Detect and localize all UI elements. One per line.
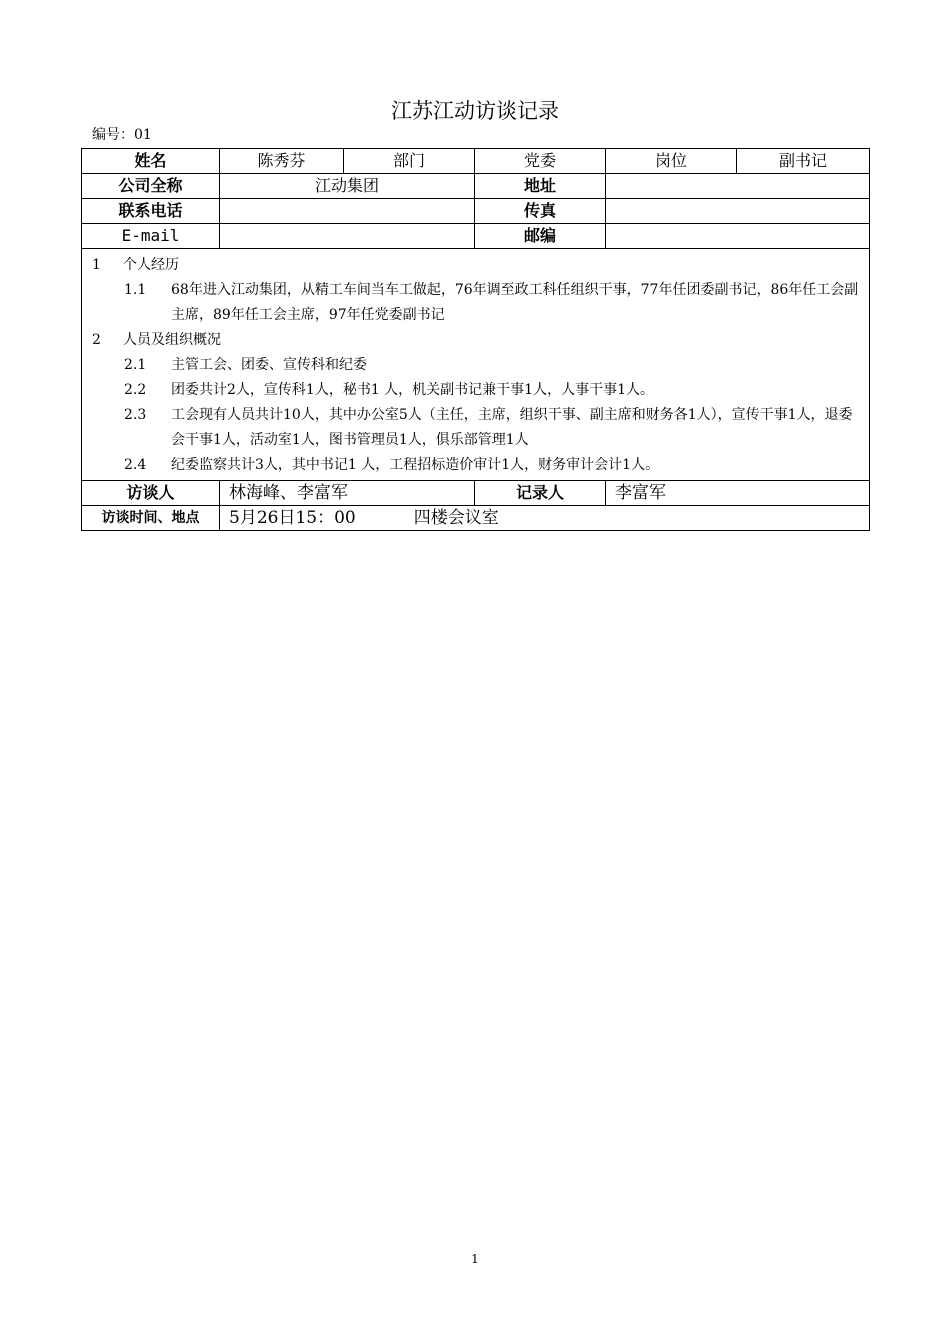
section-number: 2 (92, 332, 101, 348)
email-label: E-mail (82, 224, 220, 249)
row-body (82, 249, 870, 481)
row-name-dept-post (82, 149, 870, 174)
time-place-label: 访谈时间、地点 (82, 506, 220, 531)
item-number: 1.1 (124, 282, 147, 298)
company-value: 江动集团 (220, 174, 475, 199)
name-value: 陈秀芬 (220, 149, 344, 174)
fax-value (606, 199, 870, 224)
address-label: 地址 (475, 174, 606, 199)
dept-value: 党委 (475, 149, 606, 174)
recorder-value: 李富军 (606, 481, 870, 506)
item-text: 68年进入江动集团，从精工车间当车工做起，76年调至政工科任组织干事，77年任团委副书记，86年任工会副主席，89年任工会主席，97年任党委副书记 (171, 282, 859, 323)
email-value (220, 224, 475, 249)
page-title: 江苏江动访谈记录 (391, 99, 559, 123)
page-number: 1 (471, 1252, 479, 1266)
row-company-address (82, 174, 870, 199)
row-email-postcode (82, 224, 870, 249)
item-number: 2.4 (124, 457, 147, 473)
item-2-4 (82, 453, 869, 478)
row-time-place (82, 506, 870, 531)
interview-place: 四楼会议室 (413, 508, 499, 528)
item-number: 2.2 (124, 382, 147, 398)
phone-label: 联系电话 (82, 199, 220, 224)
item-text: 工会现有人员共计10人，其中办公室5人（主任，主席，组织干事、副主席和财务各1人），宣传干事1人，退委会干事1人，活动室1人，图书管理员1人，俱乐部管理1人 (171, 407, 853, 448)
section-title: 个人经历 (123, 257, 179, 273)
section-1-heading (82, 253, 869, 278)
section-number: 1 (92, 257, 101, 273)
interviewer-value: 林海峰、李富军 (220, 481, 475, 506)
time-place-value (220, 506, 870, 531)
company-label: 公司全称 (82, 174, 220, 199)
interview-time: 5月26日15：00 (229, 508, 356, 528)
phone-value (220, 199, 475, 224)
fax-label: 传真 (475, 199, 606, 224)
name-label: 姓名 (82, 149, 220, 174)
section-title: 人员及组织概况 (123, 332, 221, 348)
item-text: 团委共计2人，宣传科1人，秘书1 人，机关副书记兼干事1人，人事干事1人。 (171, 382, 654, 398)
address-value (606, 174, 870, 199)
row-interviewer-recorder (82, 481, 870, 506)
item-text: 主管工会、团委、宣传科和纪委 (171, 357, 367, 373)
postcode-label: 邮编 (475, 224, 606, 249)
item-2-1 (82, 353, 869, 378)
recorder-label: 记录人 (475, 481, 606, 506)
section-2-heading (82, 328, 869, 353)
item-text: 纪委监察共计3人，其中书记1 人，工程招标造价审计1人，财务审计会计1人。 (171, 457, 660, 473)
item-number: 2.1 (124, 357, 147, 373)
document-number: 编号：01 (92, 127, 152, 143)
dept-label: 部门 (344, 149, 475, 174)
item-number: 2.3 (124, 407, 147, 423)
postcode-value (606, 224, 870, 249)
post-value: 副书记 (737, 149, 870, 174)
interviewer-label: 访谈人 (82, 481, 220, 506)
post-label: 岗位 (606, 149, 737, 174)
item-1-1 (82, 278, 869, 328)
item-2-2 (82, 378, 869, 403)
row-phone-fax (82, 199, 870, 224)
item-2-3 (82, 403, 869, 453)
record-body (82, 249, 870, 481)
interview-record-table (81, 148, 870, 531)
